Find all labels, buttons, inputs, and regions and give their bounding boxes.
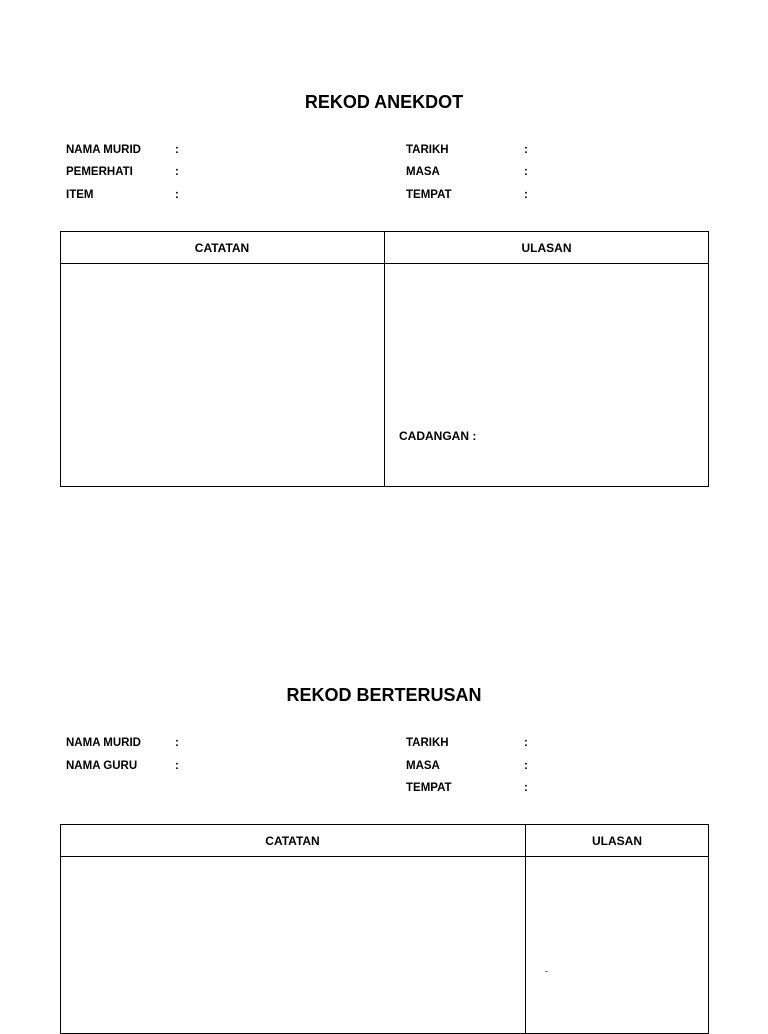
anekdot-col-ulasan: ULASAN — [521, 241, 572, 255]
berterusan-tempat-label: TEMPAT — [406, 782, 452, 794]
berterusan-nama-murid-label: NAMA MURID — [66, 737, 141, 749]
anekdot-table-column-divider — [384, 231, 385, 487]
anekdot-col-catatan: CATATAN — [194, 241, 250, 255]
anekdot-pemerhati-colon: : — [175, 166, 179, 178]
anekdot-masa-colon: : — [524, 166, 528, 178]
anekdot-title: REKOD ANEKDOT — [304, 92, 464, 112]
anekdot-masa-label: MASA — [406, 166, 440, 178]
anekdot-item-colon: : — [175, 189, 179, 201]
berterusan-nama-murid-colon: : — [175, 737, 179, 749]
berterusan-nama-guru-label: NAMA GURU — [66, 760, 138, 772]
berterusan-tempat-colon: : — [524, 782, 528, 794]
berterusan-col-catatan: CATATAN — [265, 834, 320, 848]
anekdot-item-label: ITEM — [66, 189, 94, 201]
berterusan-ulasan-mark: - — [545, 966, 548, 976]
berterusan-table-column-divider — [525, 824, 526, 1034]
berterusan-masa-colon: : — [524, 760, 528, 772]
berterusan-table-header-divider — [60, 856, 709, 857]
anekdot-nama-murid-colon: : — [175, 144, 179, 156]
berterusan-tarikh-colon: : — [524, 737, 528, 749]
berterusan-nama-guru-colon: : — [175, 760, 179, 772]
berterusan-masa-label: MASA — [406, 760, 440, 772]
anekdot-tarikh-colon: : — [524, 144, 528, 156]
berterusan-title: REKOD BERTERUSAN — [286, 685, 482, 705]
anekdot-tempat-label: TEMPAT — [406, 189, 452, 201]
berterusan-col-ulasan: ULASAN — [592, 834, 642, 848]
anekdot-nama-murid-label: NAMA MURID — [66, 144, 141, 156]
anekdot-pemerhati-label: PEMERHATI — [66, 166, 133, 178]
anekdot-cadangan-label: CADANGAN : — [399, 429, 477, 443]
berterusan-tarikh-label: TARIKH — [406, 737, 449, 749]
anekdot-tarikh-label: TARIKH — [406, 144, 449, 156]
anekdot-tempat-colon: : — [524, 189, 528, 201]
